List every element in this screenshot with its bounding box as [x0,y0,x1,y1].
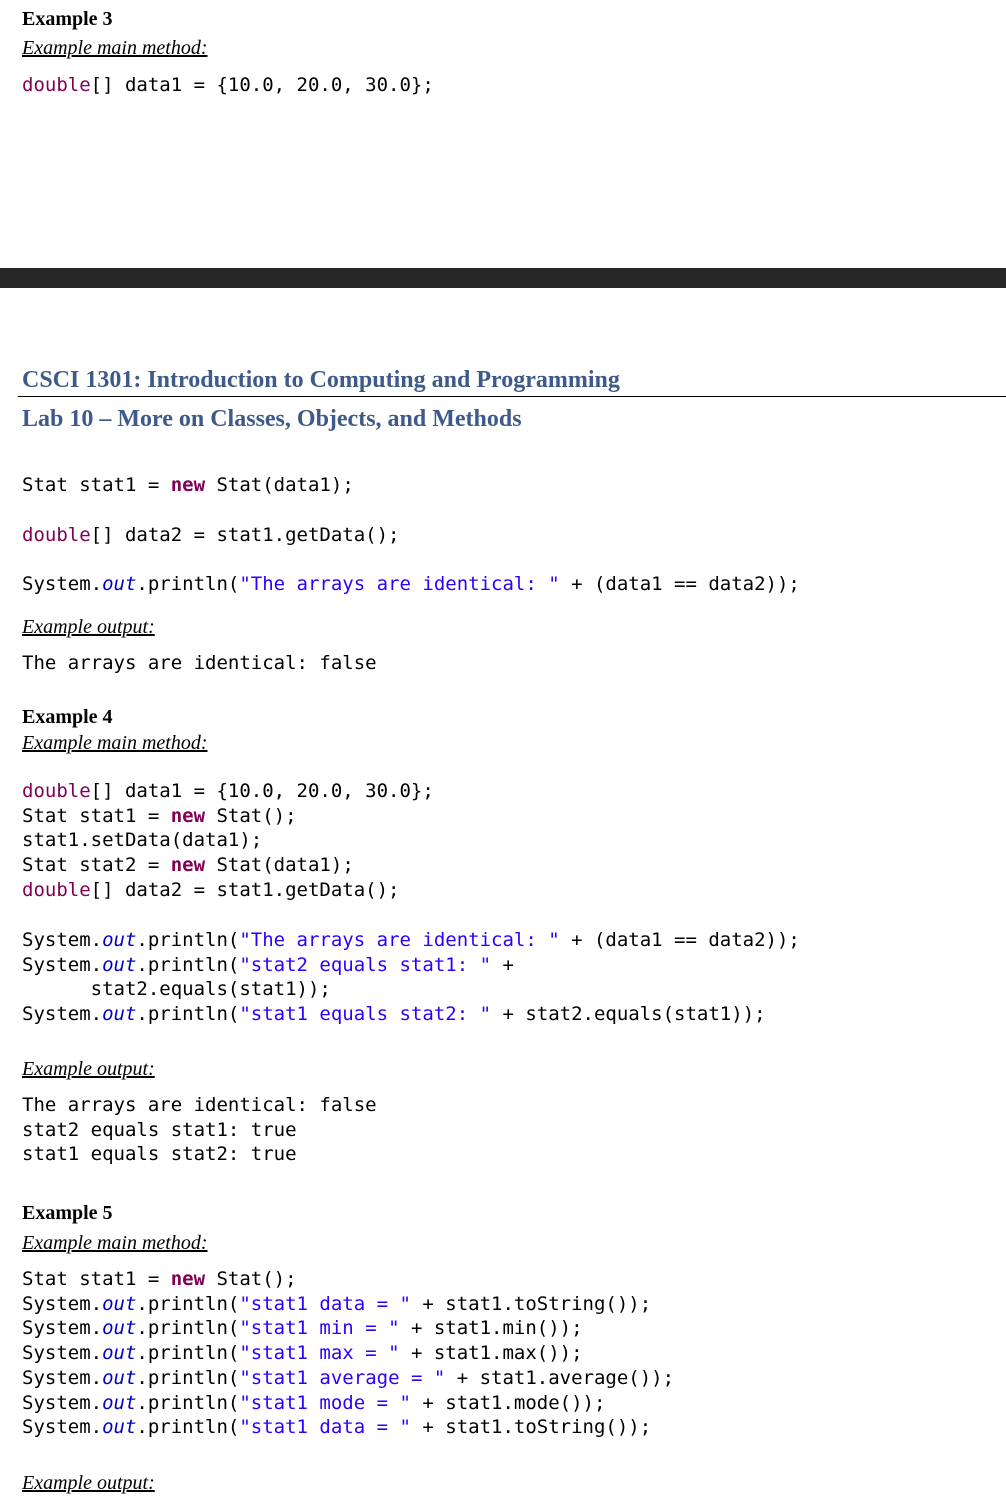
example-5-output-label: Example output: [22,1472,155,1494]
code-line: System.out.println("stat1 max = " + stat1.max()); [22,1342,583,1365]
example-3-code-continued [22,461,800,610]
code-line: System.out.println("stat2 equals stat1: " + [22,953,514,976]
example-3-output [22,651,377,676]
output-line: The arrays are identical: false [22,652,377,674]
code-line: stat1.setData(data1); [22,829,263,852]
code-line: double[] data1 = {10.0, 20.0, 30.0}; [22,74,434,96]
code-line: stat2.equals(stat1)); [22,978,331,1001]
lab-title: Lab 10 – More on Classes, Objects, and Methods [22,406,522,432]
example-3-heading: Example 3 [22,8,113,30]
code-line: Stat stat2 = new Stat(data1); [22,854,354,877]
example-5-code [22,1267,674,1440]
code-line: Stat stat1 = new Stat(); [22,804,297,827]
example-4-code-setup [22,779,434,903]
example-3-code-start [22,73,434,98]
example-3-main-label: Example main method: [22,37,208,59]
code-line: Stat stat1 = new Stat(); [22,1268,297,1290]
code-line: System.out.println("stat1 data = " + stat1.toString()); [22,1292,652,1315]
code-line: System.out.println("stat1 data = " + stat1.toString()); [22,1416,652,1439]
output-line: stat1 equals stat2: true [22,1143,297,1166]
code-line: System.out.println("The arrays are identical: " + (data1 == data2)); [22,929,800,951]
example-3-output-label: Example output: [22,616,155,638]
example-5-main-label: Example main method: [22,1232,208,1254]
output-line: stat2 equals stat1: true [22,1118,297,1141]
code-line: System.out.println("stat1 mode = " + stat1.mode()); [22,1391,606,1414]
code-line: double[] data2 = stat1.getData(); [22,523,400,546]
code-line: double[] data1 = {10.0, 20.0, 30.0}; [22,780,434,802]
code-line: double[] data2 = stat1.getData(); [22,878,400,901]
example-5-heading: Example 5 [22,1202,113,1224]
example-4-output-label: Example output: [22,1058,155,1080]
code-line: Stat stat1 = new Stat(data1); [22,474,354,496]
page-break-bar [0,268,1006,288]
example-4-code-prints [22,928,800,1027]
course-title: CSCI 1301: Introduction to Computing and Programming [22,367,620,393]
code-line: System.out.println("stat1 min = " + stat1.min()); [22,1317,583,1340]
code-line: System.out.println("stat1 average = " + stat1.average()); [22,1366,675,1389]
code-line: System.out.println("The arrays are identical: " + (data1 == data2)); [22,573,800,595]
code-line: System.out.println("stat1 equals stat2: " + stat2.equals(stat1)); [22,1003,766,1026]
example-4-output [22,1093,377,1167]
example-4-heading: Example 4 [22,706,113,728]
output-line: The arrays are identical: false [22,1094,377,1116]
header-rule [18,396,1006,397]
example-4-main-label: Example main method: [22,732,208,754]
